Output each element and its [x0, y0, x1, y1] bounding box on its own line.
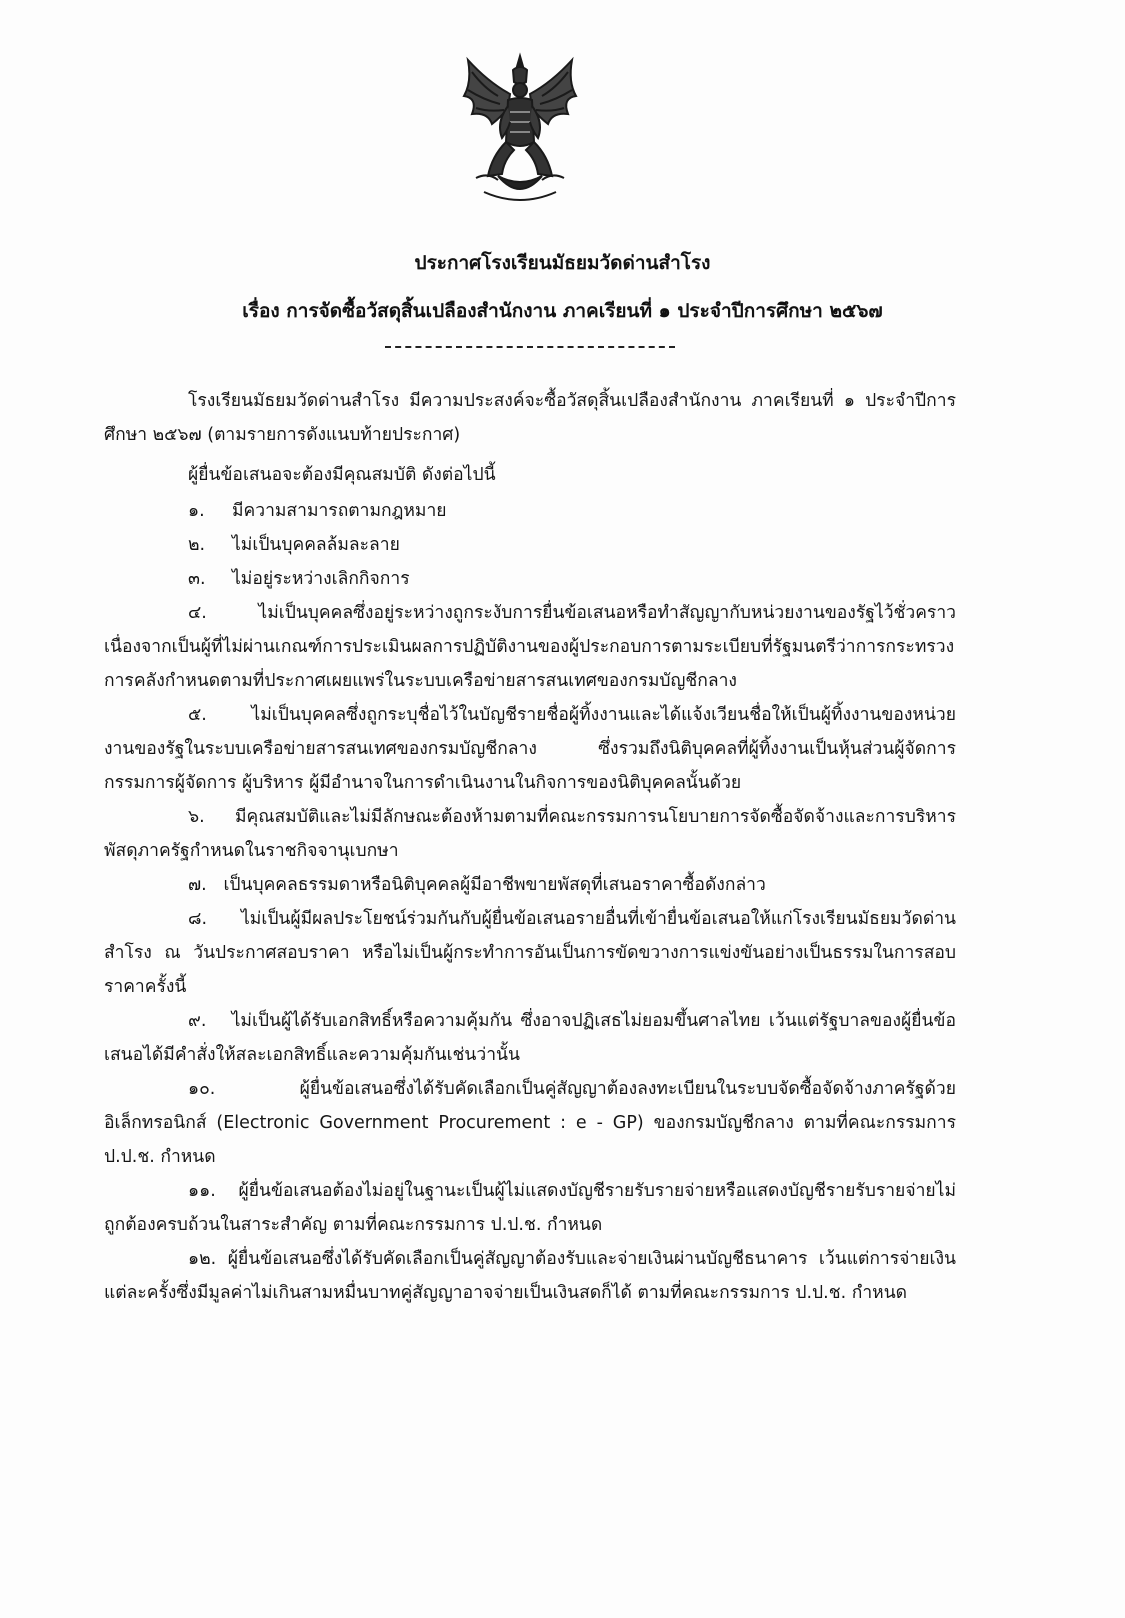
document-subject: เรื่อง การจัดซื้อวัสดุสิ้นเปลืองสำนักงาน ภาคเรียนที่ ๑ ประจำปีการศึกษา ๒๕๖๗: [242, 300, 883, 322]
list-item: [104, 1072, 956, 1174]
garuda-emblem-icon: [458, 52, 582, 208]
requirements-list: [104, 596, 956, 1310]
list-item-number: ๑๑.: [188, 1181, 216, 1201]
list-item-number: ๙.: [188, 1011, 207, 1031]
list-item: [188, 562, 410, 596]
list-item: [104, 1004, 956, 1072]
list-item: [188, 528, 400, 562]
list-item: [104, 596, 956, 698]
list-item-text: ผู้ยื่นข้อเสนอซึ่งได้รับคัดเลือกเป็นคู่สัญญาต้องลงทะเบียนในระบบจัดซื้อจัดจ้างภาครัฐด้วยอิเล็กทรอนิกส์ (Electronic Government Procurement : e - GP) ของกรมบัญชีกลาง ตามที่คณะกรรมการ ป.ป.ช. กำหนด: [104, 1079, 956, 1167]
list-item-text: ไม่เป็นผู้มีผลประโยชน์ร่วมกันกับผู้ยื่นข้อเสนอรายอื่นที่เข้ายื่นข้อเสนอให้แก่โรงเรียนมัธยมวัดด่านสำโรง ณ วันประกาศสอบราคา หรือไม่เป็นผู้กระทำการอันเป็นการขัดขวางการแข่งขันอย่างเป็นธรรมในการสอบราคาครั้งนี้: [104, 909, 956, 997]
list-item-text: ไม่เป็นบุคคลซึ่งอยู่ระหว่างถูกระงับการยื่นข้อเสนอหรือทำสัญญากับหน่วยงานของรัฐไว้ชั่วคราว เนื่องจากเป็นผู้ที่ไม่ผ่านเกณฑ์การประเมินผลการปฏิบัติงานของผู้ประกอบการตามระเบียบที่รัฐมนตรีว่าการกระทรวงการคลังกำหนดตามที่ประกาศเผยแพร่ในระบบเครือข่ายสารสนเทศของกรมบัญชีกลาง: [104, 603, 956, 691]
list-item-text: ผู้ยื่นข้อเสนอต้องไม่อยู่ในฐานะเป็นผู้ไม่แสดงบัญชีรายรับรายจ่ายหรือแสดงบัญชีรายรับรายจ่ายไม่ถูกต้องครบถ้วนในสาระสำคัญ ตามที่คณะกรรมการ ป.ป.ช. กำหนด: [104, 1181, 956, 1235]
list-item-number: ๔.: [188, 603, 207, 623]
requirements-heading-text: ผู้ยื่นข้อเสนอจะต้องมีคุณสมบัติ ดังต่อไปนี้: [188, 465, 496, 485]
intro-paragraph: [104, 384, 956, 452]
list-item-text: มีคุณสมบัติและไม่มีลักษณะต้องห้ามตามที่คณะกรรมการนโยบายการจัดซื้อจัดจ้างและการบริหารพัสดุภาครัฐกำหนดในราชกิจจานุเบกษา: [104, 807, 956, 861]
list-item-number: ๘.: [188, 909, 208, 929]
list-item-number: ๒.: [188, 535, 206, 555]
list-item-text: ผู้ยื่นข้อเสนอซึ่งได้รับคัดเลือกเป็นคู่สัญญาต้องรับและจ่ายเงินผ่านบัญชีธนาคาร เว้นแต่การจ่ายเงินแต่ละครั้งซึ่งมีมูลค่าไม่เกินสามหมื่นบาทคู่สัญญาอาจจ่ายเป็นเงินสดก็ได้ ตามที่คณะกรรมการ ป.ป.ช. กำหนด: [104, 1249, 956, 1303]
list-item-number: ๗.: [188, 875, 207, 895]
list-item: [188, 494, 447, 528]
list-item-number: ๖.: [188, 807, 205, 827]
list-item: [104, 902, 956, 1004]
list-item-number: ๑๒.: [188, 1249, 217, 1269]
list-item-text: ไม่เป็นผู้ได้รับเอกสิทธิ์หรือความคุ้มกัน ซึ่งอาจปฏิเสธไม่ยอมขึ้นศาลไทย เว้นแต่รัฐบาลของผู้ยื่นข้อเสนอได้มีคำสั่งให้สละเอกสิทธิ์และความคุ้มกันเช่นว่านั้น: [104, 1011, 956, 1065]
list-item-text: ไม่เป็นบุคคลซึ่งถูกระบุชื่อไว้ในบัญชีรายชื่อผู้ทิ้งงานและได้แจ้งเวียนชื่อให้เป็นผู้ทิ้งงานของหน่วยงานของรัฐในระบบเครือข่ายสารสนเทศของกรมบัญชีกลาง ซึ่งรวมถึงนิติบุคคลที่ผู้ทิ้งงานเป็นหุ้นส่วนผู้จัดการ กรรมการผู้จัดการ ผู้บริหาร ผู้มีอำนาจในการดำเนินงานในกิจการของนิติบุคคลนั้นด้วย: [104, 705, 956, 793]
list-item-text: ไม่เป็นบุคคลล้มละลาย: [232, 535, 400, 555]
list-item: [104, 868, 956, 902]
list-item: [104, 1174, 956, 1242]
intro-text: โรงเรียนมัธยมวัดด่านสำโรง มีความประสงค์จะซื้อวัสดุสิ้นเปลืองสำนักงาน ภาคเรียนที่ ๑ ประจำปีการศึกษา ๒๕๖๗ (ตามรายการดังแนบท้ายประกาศ): [104, 391, 956, 445]
list-item: [104, 698, 956, 800]
list-item-number: ๓.: [188, 569, 206, 589]
list-item: [104, 1242, 956, 1310]
list-item: [104, 800, 956, 868]
requirements-heading: [188, 458, 956, 492]
title-divider: [385, 346, 675, 348]
list-item-text: เป็นบุคคลธรรมดาหรือนิติบุคคลผู้มีอาชีพขายพัสดุที่เสนอราคาซื้อดังกล่าว: [223, 875, 766, 895]
list-item-text: มีความสามารถตามกฎหมาย: [232, 501, 447, 521]
list-item-number: ๑๐.: [188, 1079, 216, 1099]
list-item-number: ๕.: [188, 705, 207, 725]
list-item-text: ไม่อยู่ระหว่างเลิกกิจการ: [232, 569, 410, 589]
document-title: ประกาศโรงเรียนมัธยมวัดด่านสำโรง: [414, 252, 711, 274]
list-item-number: ๑.: [188, 501, 205, 521]
